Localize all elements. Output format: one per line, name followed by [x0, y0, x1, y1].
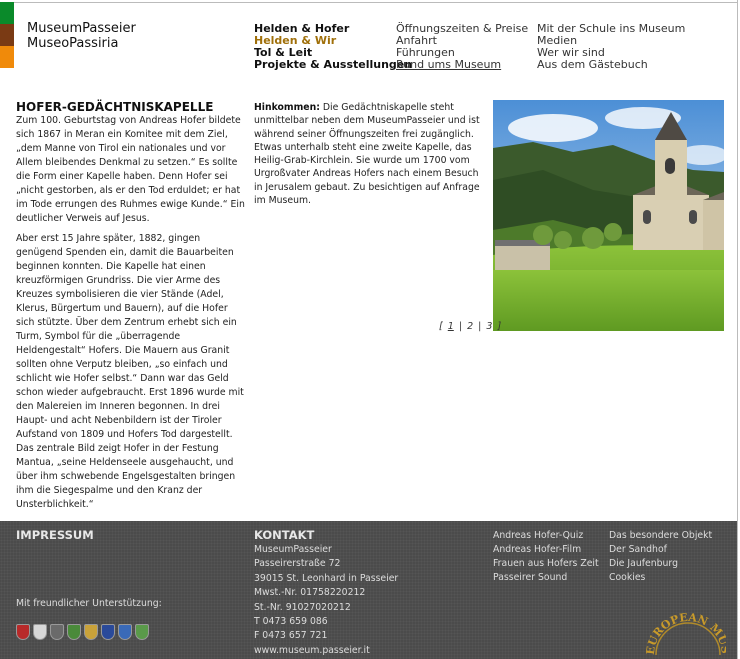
- article-paragraph-1: Zum 100. Geburtstag von Andreas Hofer bildete sich 1867 in Meran ein Komitee mit dem Ziel, „dem Manne von Tirol ein nationales und vor Allem bleibendes Denkmal zu setzen.“ Es sollte die Form einer Kapelle haben. Denn Hofer sei „nicht gestorben, als er den Tod erduldet; er hat im Tode errungen des Ruhmes ewige Kunde.“ Ein deutlicher Verweis auf Jesus.: [16, 115, 245, 224]
- kontakt-line: Mwst.-Nr. 01758220212: [254, 587, 366, 599]
- chapel-photo: [493, 100, 724, 331]
- museum-award-seal-icon: [646, 607, 726, 657]
- nav-projekte[interactable]: Projekte & Ausstellungen: [254, 58, 413, 71]
- pager-open: [: [439, 321, 443, 332]
- nav-medien[interactable]: Medien: [537, 34, 578, 47]
- kontakt-title: KONTAKT: [254, 528, 315, 542]
- pager-page-1[interactable]: 1: [447, 321, 454, 332]
- footer-links-1: [493, 529, 599, 585]
- crest-icon[interactable]: [50, 624, 64, 640]
- logo-line-1: MuseumPasseier: [27, 21, 136, 36]
- crest-icon[interactable]: [33, 624, 47, 640]
- footer-link-cookies[interactable]: Cookies: [609, 572, 646, 583]
- brand-color-bar: [0, 2, 14, 68]
- color-bar-orange: [0, 46, 14, 68]
- image-pager: [438, 321, 502, 332]
- kontakt-website[interactable]: www.museum.passeier.it: [254, 644, 370, 656]
- color-bar-green: [0, 2, 14, 24]
- service-nav: [537, 23, 685, 71]
- crest-icon[interactable]: [101, 624, 115, 640]
- nav-helden-wir[interactable]: Helden & Wir: [254, 34, 337, 47]
- kontakt-details: [254, 543, 398, 658]
- support-label: Mit freundlicher Unterstützung:: [16, 598, 162, 609]
- nav-anfahrt[interactable]: Anfahrt: [396, 34, 437, 47]
- nav-schule[interactable]: Mit der Schule ins Museum: [537, 22, 686, 35]
- info-nav: [396, 23, 528, 71]
- site-logo[interactable]: [27, 21, 136, 51]
- article-paragraph-2: Aber erst 15 Jahre später, 1882, gingen genügend Spenden ein, damit die Bauarbeiten beginnen konnten. Die Kapelle hat einen kreuzförmigen Grundriss. Die vier Arme des Kreuzes symbolisieren die vier Stände (Adel, Klerus, Bürgertum und Bauern), auf die Hofer sich stützte. Über dem Zentrum erhebt sich ein Turm, Symbol für die „überragende Heldengestalt“ Hofers. Die Mauern aus Granit sollten ohne Verputz bleiben, „so einfach und schlicht wie Hofer selbst.“ Dann war das Geld schon wieder aufgebraucht. Erst 1896 wurde mit den Malereien im Inneren begonnen. In drei Haupt- und acht Nebenbildern ist der Tiroler Aufstand von 1809 und Hofers Tod dargestellt. Das zentrale Bild zeigt Hofer in der Festung Mantua, „seine Heldenseele ausgehaucht, und über ihm schwebende Engelsgestalten bringen ihm die Siegespalme und den Kranz der Unsterblichkeit.“: [16, 233, 244, 510]
- nav-rund-ums-museum[interactable]: Rund ums Museum: [396, 58, 502, 71]
- kontakt-line: MuseumPasseier: [254, 544, 332, 555]
- footer-link-jaufenburg[interactable]: Die Jaufenburg: [609, 558, 678, 569]
- footer-link-sandhof[interactable]: Der Sandhof: [609, 544, 667, 555]
- main-nav: [254, 23, 412, 71]
- nav-fuehrungen[interactable]: Führungen: [396, 46, 455, 59]
- impressum-link[interactable]: IMPRESSUM: [16, 528, 94, 542]
- article: [16, 100, 248, 518]
- kontakt-fax: F 0473 657 721: [254, 630, 328, 642]
- nav-wer-wir-sind[interactable]: Wer wir sind: [537, 46, 605, 59]
- crest-icon[interactable]: [67, 624, 81, 640]
- svg-text:EUROPEAN MUSEUM OF THE YEAR: [646, 607, 726, 655]
- crest-icon[interactable]: [135, 624, 149, 640]
- footer-link-frauen[interactable]: Frauen aus Hofers Zeit: [493, 558, 599, 569]
- directions-label: Hinkommen:: [254, 102, 320, 113]
- pager-close: ]: [497, 321, 502, 332]
- footer-link-quiz[interactable]: Andreas Hofer-Quiz: [493, 530, 584, 541]
- directions-text: [254, 101, 482, 207]
- footer-link-sound[interactable]: Passeirer Sound: [493, 572, 568, 583]
- pager-separator-2: |: [478, 321, 482, 332]
- nav-oeffnungszeiten[interactable]: Öffnungszeiten & Preise: [396, 22, 529, 35]
- footer-link-objekt[interactable]: Das besondere Objekt: [609, 530, 713, 541]
- pager-page-2[interactable]: 2: [467, 321, 474, 332]
- footer-links-2: [609, 529, 712, 585]
- nav-tol-leit[interactable]: Tol & Leit: [254, 46, 313, 59]
- kontakt-phone[interactable]: T 0473 659 086: [254, 616, 328, 628]
- nav-helden-hofer[interactable]: Helden & Hofer: [254, 22, 350, 35]
- sponsor-crests: [16, 624, 149, 640]
- logo-line-2: MuseoPassiria: [27, 36, 119, 51]
- crest-icon[interactable]: [16, 624, 30, 640]
- pager-separator-1: |: [458, 321, 463, 332]
- top-divider: [14, 2, 738, 3]
- award-seal-graphic: [646, 607, 726, 657]
- crest-icon[interactable]: [118, 624, 132, 640]
- directions-body: Die Gedächtniskapelle steht unmittelbar neben dem MuseumPasseier und ist während seiner Öffnungszeiten frei zugänglich. Etwas unterhalb steht eine zweite Kapelle, das Heilig-Grab-Kirchlein. Sie wurde um 1700 vom Urgroßvater Andreas Hofers nach einem Besuch in Jerusalem gebaut. Zu besichtigen auf Anfrage im Museum.: [254, 102, 480, 207]
- kontakt-line: 39015 St. Leonhard in Passeier: [254, 572, 399, 584]
- kontakt-line: St.-Nr. 91027020212: [254, 601, 351, 613]
- seal-text: UROPEAN M: [646, 610, 725, 648]
- article-title: HOFER-GEDÄCHTNISKAPELLE: [16, 100, 214, 114]
- nav-gaestebuch[interactable]: Aus dem Gästebuch: [537, 58, 648, 71]
- crest-icon[interactable]: [84, 624, 98, 640]
- kontakt-line: Passeirerstraße 72: [254, 558, 341, 570]
- pager-page-3[interactable]: 3: [486, 321, 493, 332]
- chapel-photo-illustration: [493, 100, 724, 331]
- color-bar-brown: [0, 24, 14, 46]
- footer-link-film[interactable]: Andreas Hofer-Film: [493, 544, 582, 555]
- footer: [0, 521, 737, 659]
